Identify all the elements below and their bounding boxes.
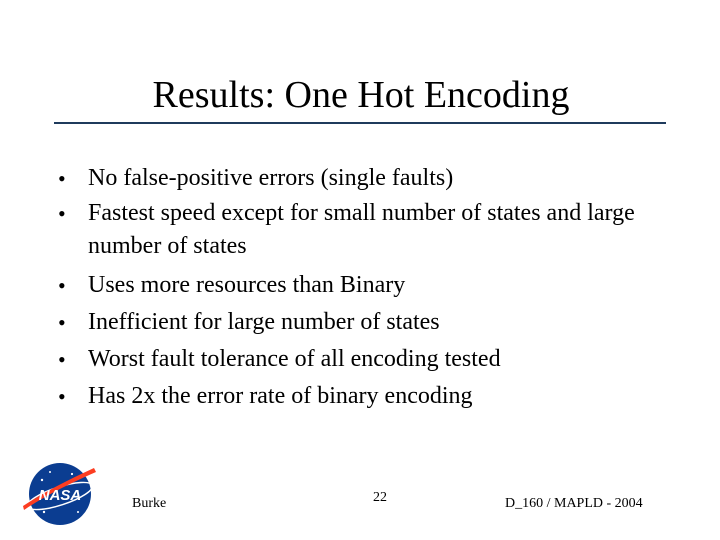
- bullet-text: Fastest speed except for small number of states and large number of states: [88, 200, 635, 259]
- bullet-icon: •: [58, 310, 66, 335]
- bullet-text: Uses more resources than Binary: [88, 272, 406, 298]
- list-item: [56, 304, 676, 341]
- bullet-icon: •: [58, 384, 66, 409]
- nasa-logo-icon: [20, 458, 100, 528]
- slide-title: Results: One Hot Encoding: [152, 74, 570, 116]
- bullet-text: Worst fault tolerance of all encoding tested: [88, 346, 501, 372]
- footer-author: Burke: [132, 496, 167, 511]
- nasa-logo-text: NASA: [38, 487, 82, 504]
- bullet-text: Has 2x the error rate of binary encoding: [88, 383, 473, 409]
- bullet-icon: •: [58, 273, 66, 298]
- list-item: [56, 197, 676, 263]
- bullet-text: No false-positive errors (single faults): [88, 165, 454, 191]
- list-item: [56, 267, 676, 304]
- list-item: [56, 160, 676, 197]
- list-item: [56, 341, 676, 378]
- list-item: [56, 378, 676, 415]
- bullet-text: Inefficient for large number of states: [88, 309, 440, 335]
- bullet-icon: •: [58, 347, 66, 372]
- bullet-icon: •: [58, 201, 66, 226]
- title-underline: [54, 122, 666, 124]
- bullet-list: [56, 160, 676, 415]
- bullet-icon: •: [58, 166, 66, 191]
- page-number: 22: [373, 490, 387, 505]
- footer-reference: D_160 / MAPLD - 2004: [505, 496, 643, 511]
